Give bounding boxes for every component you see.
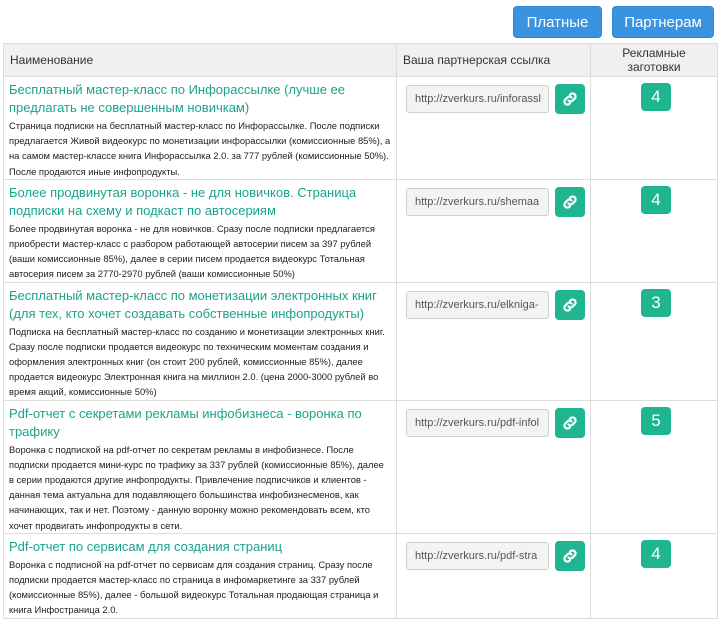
- templates-count-button[interactable]: 4: [641, 540, 671, 568]
- offer-description: Страница подписки на бесплатный мастер-класс по Инфорассылке. После подписки предлагается Живой видеокурс по монетизации инфорассылки (комиссионные 85%), а на самом мастер-классе книга Инфорассылка 2.0. за 777 рублей (комиссионные 50%). После продаются иные инфопродукты.: [9, 120, 391, 177]
- offer-title-link[interactable]: Бесплатный мастер-класс по монетизации электронных книг (для тех, кто хочет создавать собственные инфопродукты): [9, 287, 377, 321]
- link-cell: [397, 282, 591, 400]
- paid-button[interactable]: Платные: [513, 6, 602, 38]
- partner-link-input[interactable]: http://zverkurs.ru/pdf-stra: [406, 542, 549, 570]
- link-icon: [561, 547, 579, 565]
- partners-button[interactable]: Партнерам: [612, 6, 714, 38]
- link-icon: [561, 296, 579, 314]
- name-cell: [4, 533, 397, 618]
- offer-title-link[interactable]: Pdf-отчет по сервисам для создания страниц: [9, 538, 283, 554]
- link-icon: [561, 90, 579, 108]
- templates-cell: [591, 179, 718, 282]
- partner-link-input[interactable]: http://zverkurs.ru/pdf-infol: [406, 409, 549, 437]
- copy-link-button[interactable]: [555, 84, 585, 114]
- link-cell: [397, 533, 591, 618]
- link-cell: [397, 400, 591, 533]
- link-icon: [561, 193, 579, 211]
- table-row: [4, 179, 718, 282]
- offer-description: Воронка с подписной на pdf-отчет по сервисам для создания страниц. Сразу после подписки продается мастер-класс по страница в инфомаркетинге за 337 рублей (комиссионные 85%), далее - большой видеокурс Тотальная продающая страница и книга Инфостраница 2.0.: [9, 558, 379, 616]
- templates-cell: [591, 400, 718, 533]
- table-row: [4, 533, 718, 618]
- top-button-group: [513, 6, 714, 38]
- header-link: Ваша партнерская ссылка: [397, 44, 591, 77]
- offer-title-link[interactable]: Более продвинутая воронка - не для новичков. Страница подписки на схему и подкаст по автосериям: [9, 184, 357, 218]
- partner-link-input[interactable]: http://zverkurs.ru/elkniga-: [406, 291, 549, 319]
- templates-count-button[interactable]: 4: [641, 186, 671, 214]
- templates-count-button[interactable]: 5: [641, 407, 671, 435]
- name-cell: [4, 282, 397, 400]
- templates-count-button[interactable]: 4: [641, 83, 671, 111]
- offers-table: [3, 43, 718, 619]
- table-row: [4, 400, 718, 533]
- offer-description: Воронка с подпиской на pdf-отчет по секретам рекламы в инфобизнесе. После подписки продается мини-курс по трафику за 337 рублей (комиссионные 85%), далее в серии продаются другие инфопродукты. Привлечение подписчиков и клиентов - данная тема актуальна для подавляющего большинства инфобизнесменов, как начинающих, так и нет. Поэтому - данную воронку можно рекомендовать всем, кто хочет продвигать инфопродукты в сети.: [9, 443, 384, 531]
- name-cell: [4, 77, 397, 180]
- copy-link-button[interactable]: [555, 187, 585, 217]
- table-row: [4, 282, 718, 400]
- link-icon: [561, 414, 579, 432]
- templates-cell: [591, 77, 718, 180]
- name-cell: [4, 179, 397, 282]
- link-cell: [397, 179, 591, 282]
- copy-link-button[interactable]: [555, 408, 585, 438]
- header-name: Наименование: [4, 44, 397, 77]
- partner-link-input[interactable]: http://zverkurs.ru/inforassl: [406, 85, 549, 113]
- link-cell: [397, 77, 591, 180]
- offer-title-link[interactable]: Pdf-отчет с секретами рекламы инфобизнеса - воронка по трафику: [9, 405, 362, 439]
- partner-link-input[interactable]: http://zverkurs.ru/shemaa: [406, 188, 549, 216]
- offer-description: Подписка на бесплатный мастер-класс по созданию и монетизации электронных книг. Сразу после подписки продается видеокурс по техническим моментам создания и оформления электронных книг (он стоит 200 рублей, комиссионные 85%), далее продается видеокурс Электронная книга на миллион 2.0. (цена 2000-3000 рублей во время акций, комиссионные 50%): [9, 325, 385, 398]
- table-header-row: [4, 44, 718, 77]
- table-row: [4, 77, 718, 180]
- copy-link-button[interactable]: [555, 290, 585, 320]
- name-cell: [4, 400, 397, 533]
- offer-description: Более продвинутая воронка - не для новичков. Сразу после подписки предлагается приобрести мастер-класс с разбором работающей автосерии писем за 397 рублей (ваши комиссионные 85%), далее в серии писем продается видеокурс Тотальная автосерия писем за 2770-2970 рублей (ваши комиссионные 50%): [9, 222, 375, 280]
- offer-title-link[interactable]: Бесплатный мастер-класс по Инфорассылке (лучше ее предлагать не совершенным новичкам): [9, 82, 346, 115]
- templates-cell: [591, 282, 718, 400]
- templates-cell: [591, 533, 718, 618]
- header-templates: Рекламные заготовки: [591, 44, 718, 77]
- templates-count-button[interactable]: 3: [641, 289, 671, 317]
- copy-link-button[interactable]: [555, 541, 585, 571]
